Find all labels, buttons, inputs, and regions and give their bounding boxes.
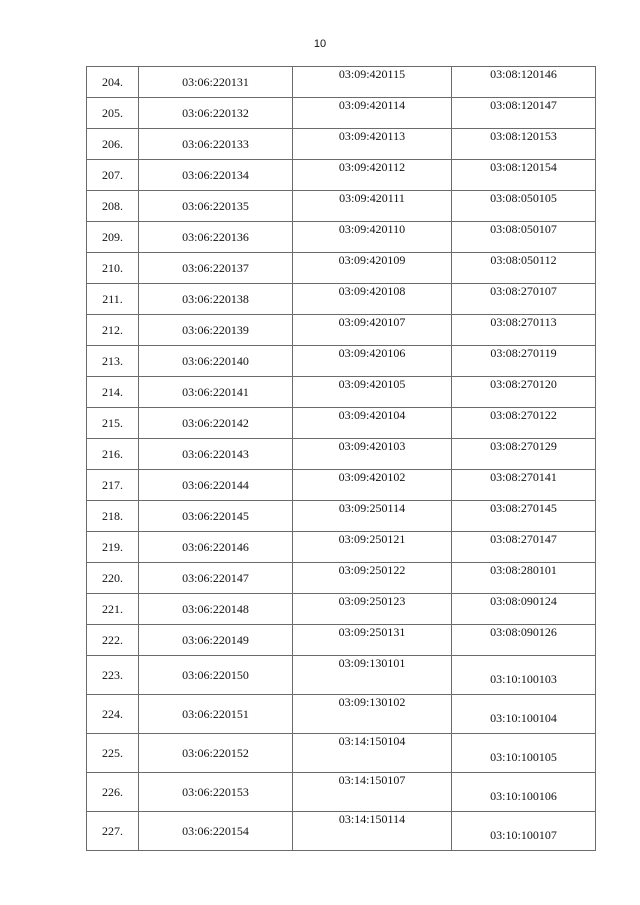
code-cell-col1: 03:06:220147: [139, 563, 293, 594]
row-number-cell: 219.: [87, 532, 139, 563]
table-row: [87, 160, 596, 191]
code-cell-col3: 03:08:090124: [452, 594, 596, 625]
code-cell-col1: 03:06:220153: [139, 773, 293, 812]
code-cell-col2: 03:09:420113: [293, 129, 452, 160]
row-number-cell: 213.: [87, 346, 139, 377]
code-cell-col3: 03:08:050105: [452, 191, 596, 222]
table-row: [87, 315, 596, 346]
table-row: [87, 734, 596, 773]
code-cell-col3: 03:08:270120: [452, 377, 596, 408]
code-cell-col2: 03:09:420104: [293, 408, 452, 439]
page-number: 10: [313, 38, 327, 50]
row-number-cell: 204.: [87, 67, 139, 98]
code-cell-col3: 03:10:100104: [452, 695, 596, 734]
row-number-cell: 227.: [87, 812, 139, 851]
code-cell-col1: 03:06:220133: [139, 129, 293, 160]
code-cell-col1: 03:06:220134: [139, 160, 293, 191]
row-number-cell: 206.: [87, 129, 139, 160]
code-cell-col1: 03:06:220139: [139, 315, 293, 346]
code-cell-col2: 03:09:420112: [293, 160, 452, 191]
table-row: [87, 594, 596, 625]
table-row: [87, 408, 596, 439]
code-cell-col1: 03:06:220143: [139, 439, 293, 470]
row-number-cell: 221.: [87, 594, 139, 625]
row-number-cell: 214.: [87, 377, 139, 408]
code-cell-col2: 03:09:420115: [293, 67, 452, 98]
code-cell-col1: 03:06:220141: [139, 377, 293, 408]
table-row: [87, 222, 596, 253]
code-cell-col1: 03:06:220137: [139, 253, 293, 284]
table-body: [87, 67, 596, 851]
code-cell-col3: 03:08:050107: [452, 222, 596, 253]
row-number-cell: 218.: [87, 501, 139, 532]
code-cell-col2: 03:09:250123: [293, 594, 452, 625]
code-cell-col1: 03:06:220136: [139, 222, 293, 253]
code-cell-col2: 03:09:130101: [293, 656, 452, 695]
row-number-cell: 205.: [87, 98, 139, 129]
code-cell-col2: 03:09:420106: [293, 346, 452, 377]
code-cell-col1: 03:06:220152: [139, 734, 293, 773]
code-cell-col3: 03:10:100103: [452, 656, 596, 695]
table-row: [87, 625, 596, 656]
code-cell-col2: 03:09:420102: [293, 470, 452, 501]
row-number-cell: 209.: [87, 222, 139, 253]
code-cell-col2: 03:09:420105: [293, 377, 452, 408]
row-number-cell: 210.: [87, 253, 139, 284]
code-cell-col3: 03:08:270147: [452, 532, 596, 563]
code-cell-col3: 03:08:270145: [452, 501, 596, 532]
code-cell-col1: 03:06:220142: [139, 408, 293, 439]
code-cell-col2: 03:09:250131: [293, 625, 452, 656]
code-cell-col3: 03:08:270107: [452, 284, 596, 315]
code-cell-col3: 03:10:100105: [452, 734, 596, 773]
code-cell-col2: 03:09:250122: [293, 563, 452, 594]
row-number-cell: 215.: [87, 408, 139, 439]
row-number-cell: 216.: [87, 439, 139, 470]
table-row: [87, 695, 596, 734]
table-row: [87, 563, 596, 594]
row-number-cell: 220.: [87, 563, 139, 594]
code-cell-col3: 03:08:280101: [452, 563, 596, 594]
code-cell-col2: 03:09:250121: [293, 532, 452, 563]
code-cell-col2: 03:09:420107: [293, 315, 452, 346]
code-cell-col2: 03:09:420114: [293, 98, 452, 129]
data-table: [86, 66, 596, 851]
table-row: [87, 501, 596, 532]
code-cell-col1: 03:06:220149: [139, 625, 293, 656]
row-number-cell: 217.: [87, 470, 139, 501]
row-number-cell: 224.: [87, 695, 139, 734]
table-row: [87, 470, 596, 501]
code-cell-col3: 03:08:120147: [452, 98, 596, 129]
code-cell-col1: 03:06:220151: [139, 695, 293, 734]
code-cell-col1: 03:06:220132: [139, 98, 293, 129]
row-number-cell: 207.: [87, 160, 139, 191]
table-row: [87, 284, 596, 315]
code-cell-col3: 03:08:270129: [452, 439, 596, 470]
code-cell-col2: 03:09:420109: [293, 253, 452, 284]
code-cell-col2: 03:09:420108: [293, 284, 452, 315]
code-cell-col1: 03:06:220140: [139, 346, 293, 377]
code-cell-col1: 03:06:220131: [139, 67, 293, 98]
row-number-cell: 226.: [87, 773, 139, 812]
table-row: [87, 439, 596, 470]
code-cell-col1: 03:06:220154: [139, 812, 293, 851]
code-cell-col2: 03:14:150107: [293, 773, 452, 812]
row-number-cell: 212.: [87, 315, 139, 346]
table-row: [87, 812, 596, 851]
table-row: [87, 346, 596, 377]
table-row: [87, 67, 596, 98]
row-number-cell: 208.: [87, 191, 139, 222]
code-cell-col2: 03:09:420110: [293, 222, 452, 253]
table-row: [87, 773, 596, 812]
row-number-cell: 223.: [87, 656, 139, 695]
code-cell-col2: 03:09:130102: [293, 695, 452, 734]
code-cell-col3: 03:08:050112: [452, 253, 596, 284]
row-number-cell: 222.: [87, 625, 139, 656]
code-cell-col3: 03:08:270119: [452, 346, 596, 377]
code-cell-col1: 03:06:220145: [139, 501, 293, 532]
code-cell-col3: 03:08:270122: [452, 408, 596, 439]
code-cell-col3: 03:10:100106: [452, 773, 596, 812]
code-cell-col1: 03:06:220135: [139, 191, 293, 222]
table-row: [87, 253, 596, 284]
code-cell-col2: 03:09:250114: [293, 501, 452, 532]
table-row: [87, 532, 596, 563]
table-row: [87, 377, 596, 408]
code-cell-col2: 03:09:420111: [293, 191, 452, 222]
code-cell-col3: 03:08:270141: [452, 470, 596, 501]
code-cell-col3: 03:08:120153: [452, 129, 596, 160]
code-cell-col2: 03:14:150114: [293, 812, 452, 851]
code-cell-col1: 03:06:220144: [139, 470, 293, 501]
code-cell-col1: 03:06:220138: [139, 284, 293, 315]
code-cell-col2: 03:09:420103: [293, 439, 452, 470]
table-row: [87, 656, 596, 695]
code-cell-col1: 03:06:220146: [139, 532, 293, 563]
row-number-cell: 211.: [87, 284, 139, 315]
code-cell-col3: 03:10:100107: [452, 812, 596, 851]
table-row: [87, 129, 596, 160]
code-cell-col3: 03:08:120154: [452, 160, 596, 191]
table-row: [87, 98, 596, 129]
code-cell-col2: 03:14:150104: [293, 734, 452, 773]
code-cell-col3: 03:08:120146: [452, 67, 596, 98]
code-cell-col1: 03:06:220148: [139, 594, 293, 625]
table-row: [87, 191, 596, 222]
code-cell-col1: 03:06:220150: [139, 656, 293, 695]
code-cell-col3: 03:08:270113: [452, 315, 596, 346]
row-number-cell: 225.: [87, 734, 139, 773]
code-cell-col3: 03:08:090126: [452, 625, 596, 656]
